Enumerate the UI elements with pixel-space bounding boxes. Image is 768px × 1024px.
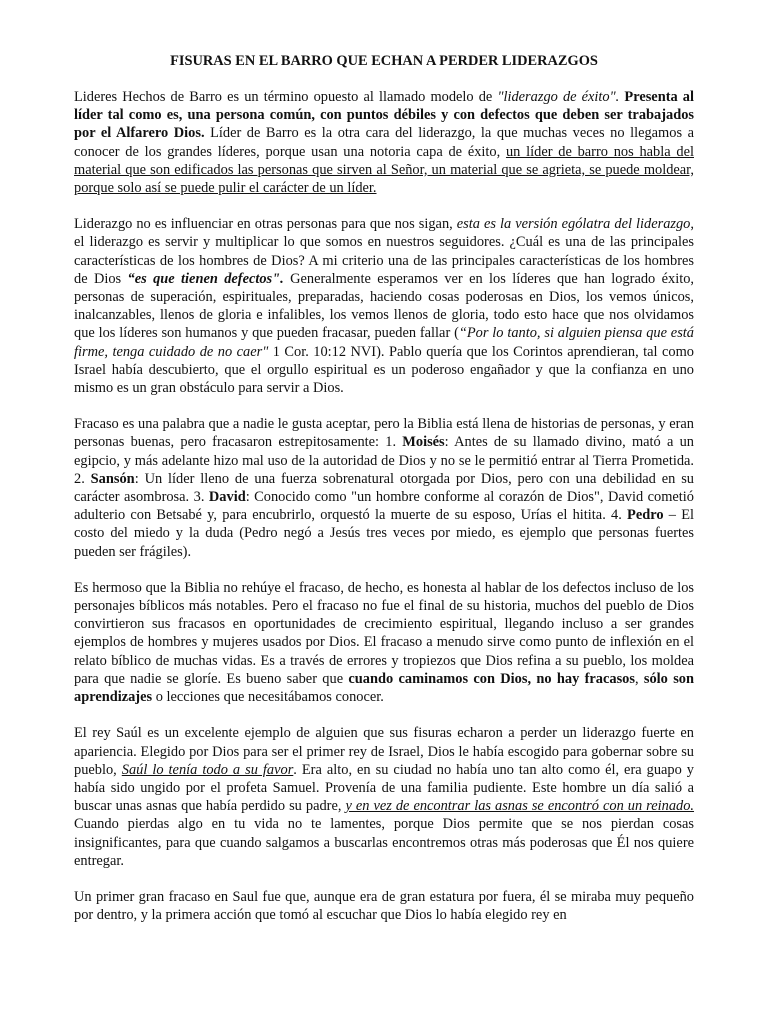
document-page xyxy=(74,52,694,942)
p3-text: Fracaso es una palabra que a nadie le gusta aceptar, pero la Biblia está llena de historias de personas, y eran personas buenas, pero fracasaron estrepitosamente: 1. xyxy=(74,416,694,451)
p5-underlined-italic-2: y en vez de encontrar las asnas se encontró con un reinado. xyxy=(345,798,695,815)
p4-text: Es hermoso que la Biblia no rehúye el fracaso, de hecho, es honesta al hablar de los defectos incluso de los personajes bíblicos más notables. Pero el fracaso no fue el final de su historia, muchos del pueblo de Dios convirtieron sus fracasos en oportunidades de crecimiento espiritual, llegando incluso a ser grandes ejemplos de hombres y mujeres usados por Dios. El fracaso a menudo sirve como punto de inflexión en el relato bíblico de muchas vidas. Es a través de errores y tropiezos que Dios refina a su pueblo, los moldea para que nadie se gloríe. Es bueno saber que xyxy=(74,579,694,687)
paragraph-1 xyxy=(74,88,694,197)
p5-underlined-italic: Saúl lo tenía todo a su favor xyxy=(121,761,294,778)
p3-name-moises: Moisés xyxy=(402,434,445,451)
p2-text: Liderazgo no es influenciar en otras personas para que nos sigan, xyxy=(74,216,457,233)
p2-text-3: Generalmente esperamos ver en los líderes que han logrado éxito, personas de superación, espirituales, preparadas, haciendo cosas poderosas en Dios, los vemos únicos, inalcanzables, llenos de gloria e infalibles, los vemos llenos de gloria, todo esto hace que nos olvidamos que los líderes son humanos y que pueden fracasar, pueden fallar ( xyxy=(74,270,694,342)
p2-text-4: 1 Cor. 10:12 NVI). Pablo quería que los Corintos aprendieran, tal como Israel había descubierto, que el orgullo espiritual es un poderoso engañador y que la confianza en uno mismo es un gran obstáculo para servir a Dios. xyxy=(74,343,695,397)
p4-bold-2: sólo son aprendizajes xyxy=(74,670,694,706)
document-title: FISURAS EN EL BARRO QUE ECHAN A PERDER LIDERAZGOS xyxy=(170,53,598,69)
p3-text-4: : Conocido como "un hombre conforme al corazón de Dios", David cometió adulterio con Betsabé y, para encubrirlo, orquestó la muerte de su esposo, Urías el hitita. 4. xyxy=(74,489,694,524)
p3-name-sanson: Sansón xyxy=(90,470,135,487)
p2-bold-italic: “es que tienen defectos". xyxy=(127,270,284,287)
p5-text: El rey Saúl es un excelente ejemplo de alguien que sus fisuras echaron a perder un liderazgo fuerte en apariencia. Elegido por Dios para ser el primer rey de Israel, Dios le había escogido para gobernar sobre su pueblo, xyxy=(74,725,694,778)
p4-comma: , xyxy=(634,670,644,687)
p4-text-2: o lecciones que necesitábamos conocer. xyxy=(152,689,384,706)
p5-text-2: . Era alto, en su ciudad no había uno tan alto como él, era guapo y había sido ungido por el profeta Samuel. Provenía de una familia pudiente. Este hombre un día salió a buscar unas asnas que había perdido su padre, xyxy=(74,761,694,815)
p5-text-3: Cuando pierdas algo en tu vida no te lamentes, porque Dios permite que se nos pierdan cosas insignificantes, para que cuando salgamos a buscarlas encontremos otras más poderosas que Él nos quiere entregar. xyxy=(74,816,694,869)
p1-italic: "liderazgo de éxito". xyxy=(497,89,620,105)
p1-underlined: un líder de barro nos habla del material que son edificados las personas que sirven al Señor, un material que se agrieta, se puede moldear, porque solo así se puede pulir el carácter de un líder. xyxy=(74,143,694,197)
paragraph-3 xyxy=(74,415,694,561)
p2-text-2: , el liderazgo es servir y multiplicar lo que somos en nuestros seguidores. ¿Cuál es una de las principales características de los hombres de Dios? A mi criterio una de las principales características de los hombres de Dios xyxy=(74,216,694,287)
paragraph-5 xyxy=(74,724,694,870)
paragraph-6 xyxy=(74,888,694,924)
p3-name-david: David xyxy=(208,489,246,506)
p3-text-3: : Un líder lleno de una fuerza sobrenatural otorgada por Dios, pero con una debilidad en su carácter asombrosa. 3. xyxy=(74,470,694,506)
p3-name-pedro: Pedro xyxy=(627,507,664,524)
paragraph-4 xyxy=(74,579,694,706)
p1-text: Lideres Hechos de Barro es un término opuesto al llamado modelo de xyxy=(74,89,498,105)
paragraph-2 xyxy=(74,215,694,397)
p2-italic: esta es la versión ególatra del liderazgo xyxy=(456,216,691,233)
p1-bold: Presenta al líder tal como es, una persona común, con puntos débiles y con defectos que deben ser trabajados por el Alfarero Dios. xyxy=(74,89,694,142)
p3-text-2: : Antes de su llamado divino, mató a un egipcio, y más adelante hizo mal uso de la autoridad de Dios y no se le permitió entrar al Tierra Prometida. 2. xyxy=(74,434,694,487)
p4-bold-1: cuando caminamos con Dios, no hay fracasos xyxy=(348,670,635,687)
p3-text-5: – El costo del miedo y la duda (Pedro negó a Jesús tres veces por miedo, es ejemplo que personas fuertes pueden ser frágiles). xyxy=(74,507,695,560)
p1-text-2: Líder de Barro es la otra cara del liderazgo, la que muchas veces no llegamos a conocer de los grandes líderes, porque usan una notoria capa de éxito, xyxy=(74,125,694,160)
p2-quote: “Por lo tanto, si alguien piensa que está firme, tenga cuidado de no caer" xyxy=(74,325,694,360)
p6-text: Un primer gran fracaso en Saul fue que, aunque era de gran estatura por fuera, él se miraba muy pequeño por dentro, y la primera acción que tomó al escuchar que Dios lo había elegido rey en xyxy=(74,888,694,924)
